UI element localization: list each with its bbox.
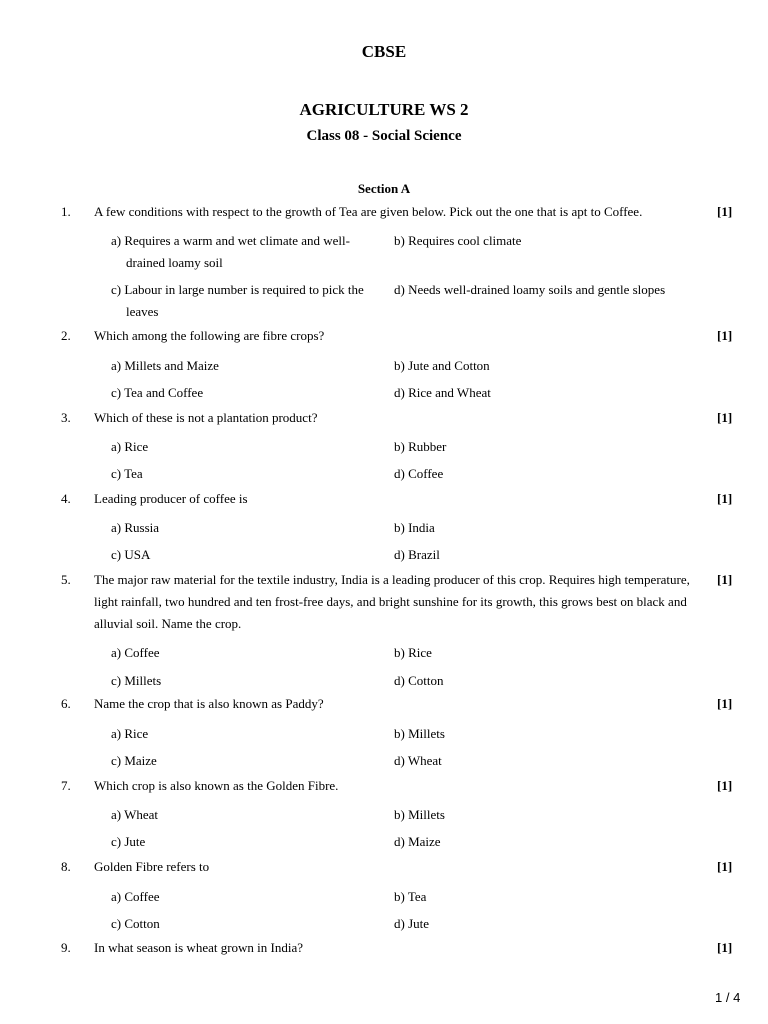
question-text: Golden Fibre refers to <box>94 859 210 874</box>
option-a: a) Requires a warm and wet climate and well-drained loamy soil <box>111 233 350 270</box>
question-marks: [1] <box>717 328 733 343</box>
option-c: c) Maize <box>111 753 157 768</box>
question-number: 1. <box>61 204 71 219</box>
question-marks: [1] <box>717 940 733 955</box>
option-b: b) Rubber <box>394 439 447 454</box>
question-number: 9. <box>61 940 71 955</box>
option-b: b) Requires cool climate <box>394 233 522 248</box>
option-c: c) Cotton <box>111 916 160 931</box>
question-number: 7. <box>61 778 71 793</box>
option-d: d) Needs well-drained loamy soils and gentle slopes <box>394 282 666 297</box>
option-b: b) Jute and Cotton <box>394 358 490 373</box>
option-d: d) Wheat <box>394 753 442 768</box>
question-number: 8. <box>61 859 71 874</box>
question-number: 2. <box>61 328 71 343</box>
option-a: a) Millets and Maize <box>111 358 219 373</box>
question-text: Which among the following are fibre crops? <box>94 328 325 343</box>
question-text: In what season is wheat grown in India? <box>94 940 304 955</box>
question-text: Leading producer of coffee is <box>94 491 248 506</box>
question-text: The major raw material for the textile industry, India is a leading producer of this crop. Requires high temperature, light rainfall, two hundred and ten frost-free days, and bright sunshine for its growth, this grows best on black and alluvial soil. Name the crop. <box>94 572 690 631</box>
option-d: d) Coffee <box>394 466 444 481</box>
option-a: a) Rice <box>111 726 149 741</box>
option-d: d) Rice and Wheat <box>394 385 491 400</box>
question-text: Which of these is not a plantation product? <box>94 410 318 425</box>
question-marks: [1] <box>717 410 733 425</box>
option-c: c) Tea and Coffee <box>111 385 204 400</box>
question-text: Which crop is also known as the Golden Fibre. <box>94 778 339 793</box>
question-text: Name the crop that is also known as Paddy? <box>94 696 324 711</box>
option-a: a) Russia <box>111 520 160 535</box>
option-c: c) Jute <box>111 834 146 849</box>
option-d: d) Maize <box>394 834 441 849</box>
question-number: 3. <box>61 410 71 425</box>
option-d: d) Cotton <box>394 673 444 688</box>
option-c: c) Labour in large number is required to pick the leaves <box>111 282 364 319</box>
question-marks: [1] <box>717 696 733 711</box>
option-b: b) Millets <box>394 726 445 741</box>
option-a: a) Coffee <box>111 889 160 904</box>
option-b: b) India <box>394 520 435 535</box>
option-b: b) Tea <box>394 889 427 904</box>
option-c: c) Millets <box>111 673 162 688</box>
option-d: d) Brazil <box>394 547 440 562</box>
question-number: 5. <box>61 572 71 587</box>
option-c: c) USA <box>111 547 151 562</box>
question-marks: [1] <box>717 491 733 506</box>
question-text: A few conditions with respect to the growth of Tea are given below. Pick out the one that is apt to Coffee. <box>94 204 643 219</box>
question-marks: [1] <box>717 572 733 587</box>
question-marks: [1] <box>717 204 733 219</box>
option-b: b) Rice <box>394 645 432 660</box>
question-marks: [1] <box>717 778 733 793</box>
page-indicator: 1 / 4 <box>715 990 741 1005</box>
question-number: 4. <box>61 491 71 506</box>
option-b: b) Millets <box>394 807 445 822</box>
section-heading: Section A <box>357 181 411 196</box>
board-title: CBSE <box>361 42 407 61</box>
option-a: a) Rice <box>111 439 149 454</box>
class-subject: Class 08 - Social Science <box>306 128 462 144</box>
option-d: d) Jute <box>394 916 430 931</box>
option-c: c) Tea <box>111 466 143 481</box>
option-a: a) Wheat <box>111 807 159 822</box>
option-a: a) Coffee <box>111 645 160 660</box>
worksheet-title: AGRICULTURE WS 2 <box>299 100 469 119</box>
question-marks: [1] <box>717 859 733 874</box>
question-number: 6. <box>61 696 71 711</box>
